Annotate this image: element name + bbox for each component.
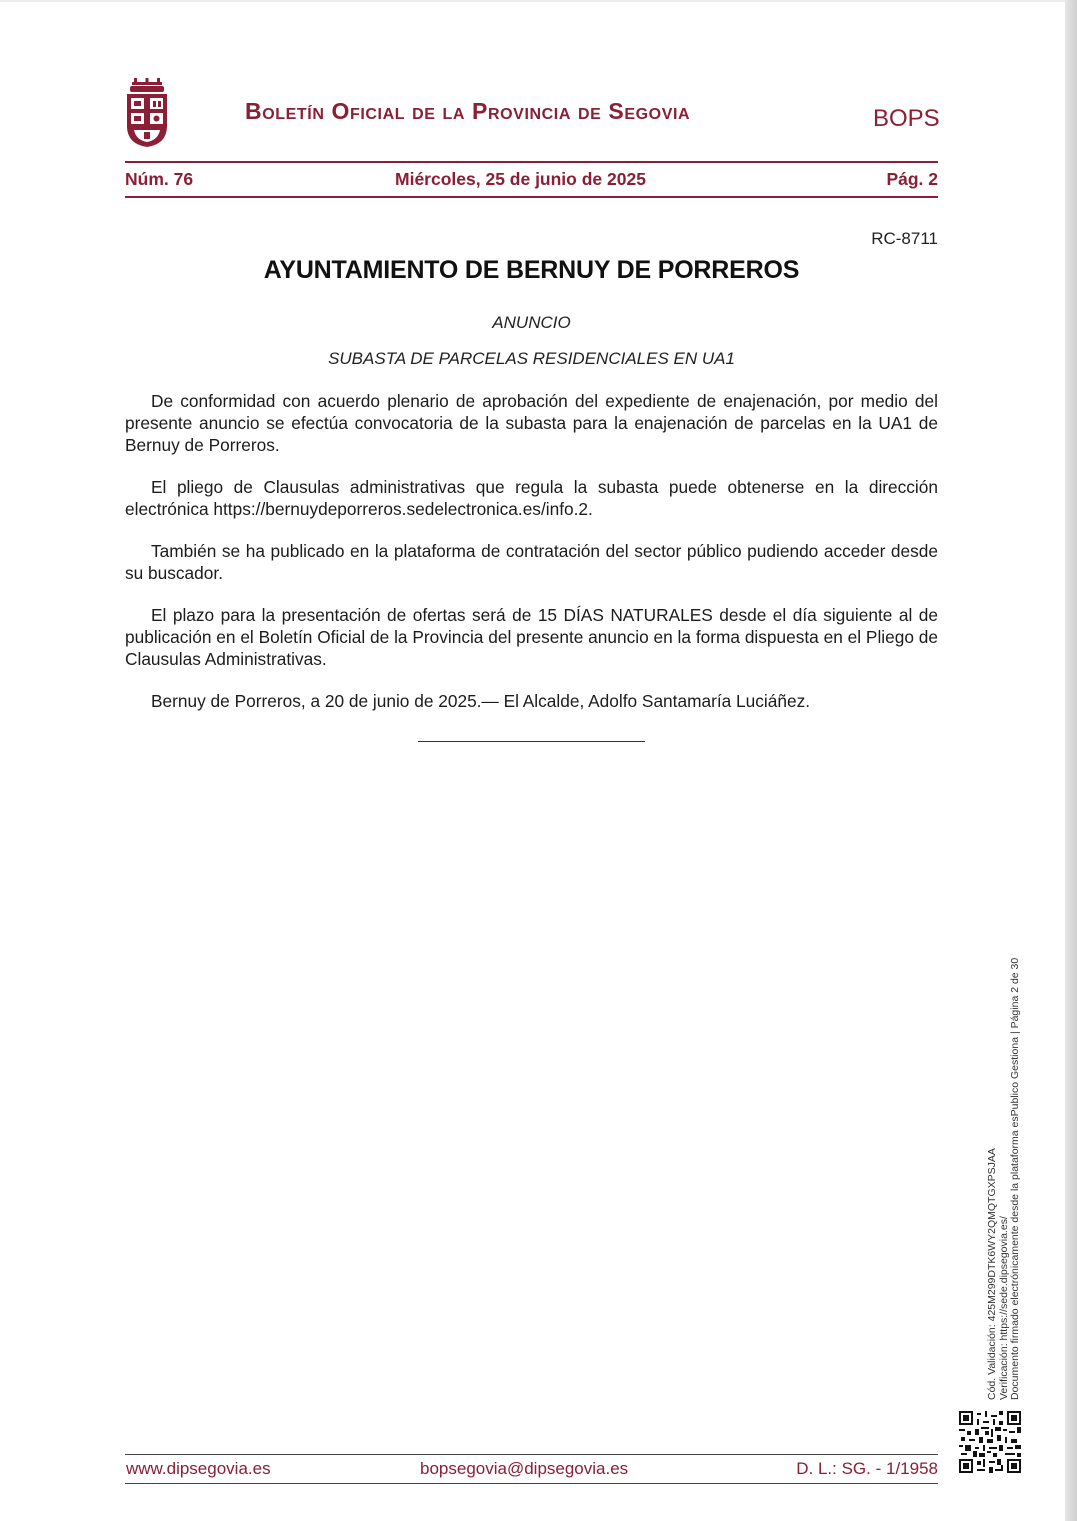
page-number: Pág. 2 [886, 169, 938, 189]
coat-of-arms-icon [124, 78, 170, 148]
signature-note: Documento firmado electrónicamente desde la plataforma esPublico Gestiona | Página 2 de 30 [1009, 957, 1021, 1400]
bulletin-abbreviation: BOPS [873, 105, 940, 132]
signature-line: Bernuy de Porreros, a 20 de junio de 2025.— El Alcalde, Adolfo Santamaría Luciáñez. [151, 691, 811, 711]
paragraph: De conformidad con acuerdo plenario de aprobación del expediente de enajenación, por medio del presente anuncio se efectúa convocatoria de la subasta para la enajenación de parcelas en la UA1 de Bernuy de Porreros. [125, 391, 938, 455]
footer-website-link[interactable]: www.dipsegovia.es [126, 1459, 271, 1478]
paragraph: También se ha publicado en la plataforma de contratación del sector público pudiendo acceder desde su buscador. [125, 541, 938, 583]
header-rule-bottom [125, 196, 938, 198]
bulletin-title: Boletín Oficial de la Provincia de Segovia [245, 98, 691, 124]
header-rule-top [125, 161, 938, 163]
validation-code: Cód. Validación: 425M299DTK6WY2QMQTGXPSJAA [986, 1148, 998, 1400]
issue-number: Núm. 76 [125, 169, 194, 189]
legal-deposit: D. L.: SG. - 1/1958 [796, 1459, 938, 1478]
footer-rule-bottom [125, 1483, 938, 1484]
verification-url: Verificación: https://sede.dipsegovia.es/ [997, 1216, 1010, 1400]
announcement-subject: SUBASTA DE PARCELAS RESIDENCIALES EN UA1 [328, 349, 735, 368]
end-of-announcement-rule [418, 741, 645, 742]
organization-title: AYUNTAMIENTO DE BERNUY DE PORREROS [263, 256, 800, 284]
announcement-body [125, 390, 938, 712]
page-edge-shadow [1065, 0, 1077, 1521]
paragraph: El pliego de Clausulas administrativas que regula la subasta puede obtenerse en la dirección electrónica https://bernuydeporreros.sedelectronica.es/info.2. [125, 477, 938, 519]
paragraph: El plazo para la presentación de ofertas será de 15 DÍAS NATURALES desde el día siguiente al de publicación en el Boletín Oficial de la Provincia del presente anuncio en la forma dispuesta en el Pliego de Clausulas Administrativas. [125, 605, 938, 669]
issue-date: Miércoles, 25 de junio de 2025 [395, 169, 646, 189]
footer-email-link[interactable]: bopsegovia@dipsegovia.es [420, 1459, 629, 1478]
verification-text [987, 958, 1022, 1400]
footer-rule-top [125, 1454, 938, 1455]
reference-code: RC-8711 [871, 229, 938, 248]
page-top-edge [0, 0, 1065, 2]
qr-code-icon[interactable] [959, 1411, 1021, 1473]
announcement-label: ANUNCIO [492, 313, 571, 332]
